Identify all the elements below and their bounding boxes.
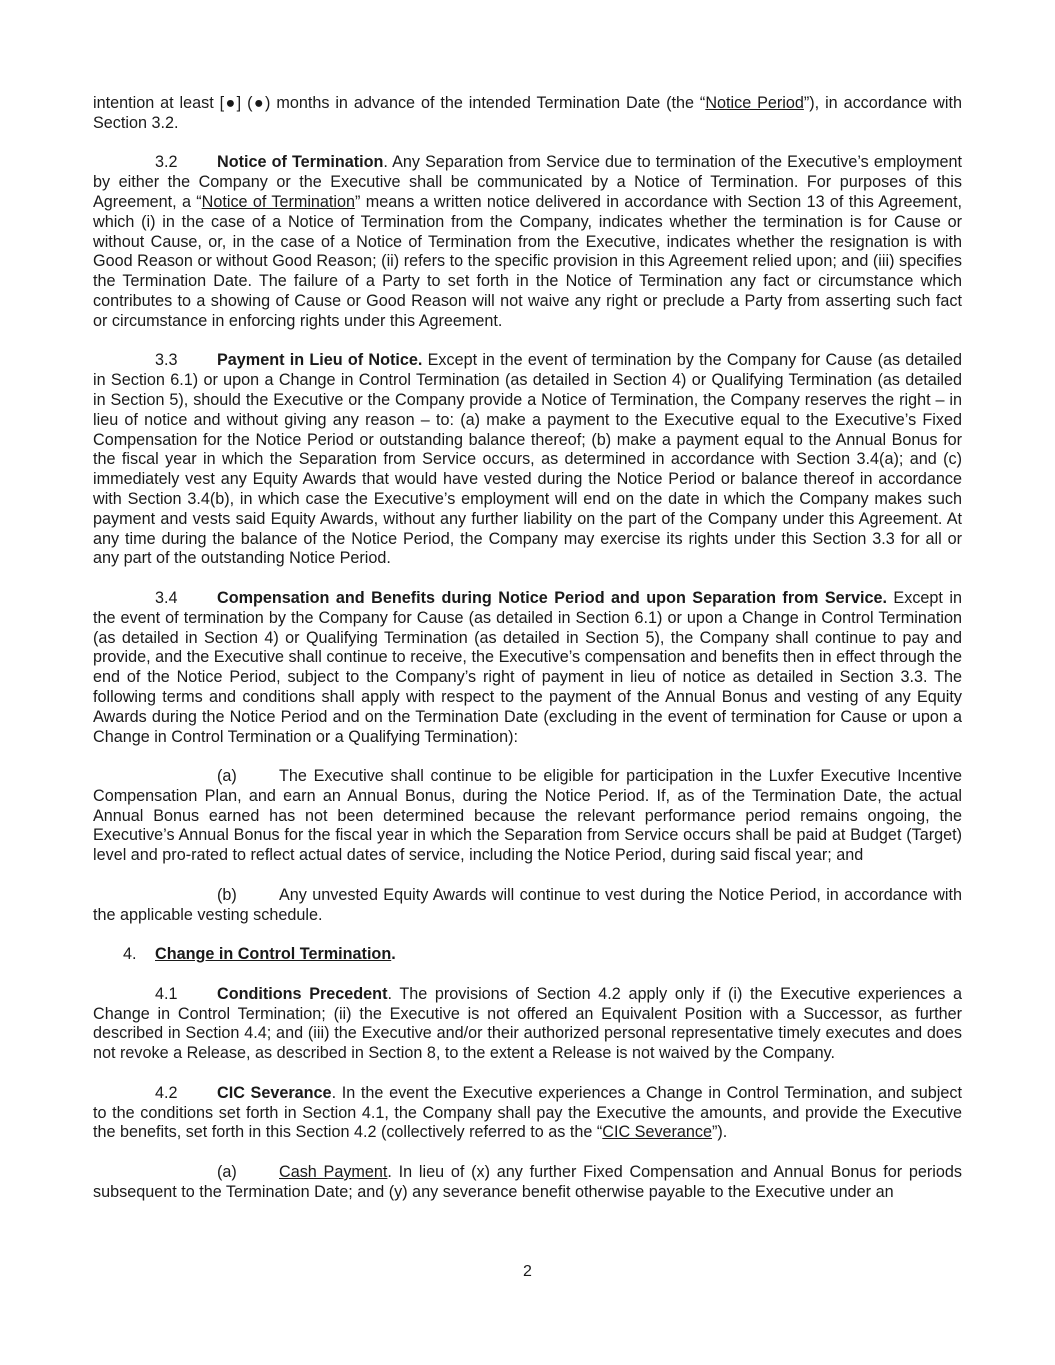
section-text: Except in the event of termination by the Company for Cause (as detailed in Section 6.1) or upon a Change in Control Termination (as detailed in Section 4) or Qualifying Termination (as detailed in Section 5), should the Executive or the Company provide a Notice of Termination, the Company reserves the right – in lieu of notice and without giving any reason – to: (a) make a payment to the Executive equal to the Executive’s Fixed Compensation for the Notice Period or outstanding balance thereof; (b) make a payment equal to the Annual Bonus for the fiscal year in which the Separation from Service occurs, as determined in accordance with Section 3.4(a); and (c) immediately vest any Equity Awards that would have vested during the Notice Period or balance thereof in accordance with Section 3.4(b), in which case the Executive’s employment will end on the date in which the Company makes such payment and vests said Equity Awards, without any further liability on the part of the Company under this Agreement. At any time during the balance of the Notice Period, the Company may exercise its rights under this Section 3.3 for all or any part of the outstanding Notice Period. — [93, 351, 962, 568]
section-4-2-a — [93, 1163, 962, 1203]
section-title-period: . — [391, 945, 396, 964]
section-title: Notice of Termination — [217, 153, 384, 172]
section-number: 4.2 — [155, 1083, 178, 1102]
section-title: CIC Severance — [217, 1083, 332, 1102]
section-text: . In the event the Executive experiences a Change in Control Termination, and subject to the conditions set forth in Section 4.1, the Company shall pay the Executive the amounts, and provide the Executive the benefits, set forth in this Section 4.2 (collectively referred to as the “ — [93, 1083, 962, 1142]
page-number: 2 — [523, 1263, 532, 1280]
intro-text: intention at least [●] (●) months in advance of the intended Termination Date (the “ — [93, 94, 706, 112]
notice-period-term: Notice Period — [705, 94, 804, 112]
section-text: . Any Separation from Service due to termination of the Executive’s employment by either the Company or the Executive shall be communicated by a Notice of Termination. For purposes of this Agreement, a “ — [93, 153, 962, 211]
subsection-title: Cash Payment — [279, 1163, 388, 1182]
section-title: Compensation and Benefits during Notice Period and upon Separation from Service. — [217, 588, 887, 607]
section-number: 4. — [123, 945, 137, 964]
section-4-heading — [123, 945, 962, 965]
section-3-4-b — [93, 886, 962, 926]
section-number: 3.3 — [155, 351, 178, 370]
notice-of-termination-term: Notice of Termination — [201, 192, 356, 211]
section-3-3 — [93, 351, 962, 569]
section-4-1 — [93, 985, 962, 1064]
section-3-4 — [93, 589, 962, 747]
cic-severance-term: CIC Severance — [602, 1123, 713, 1142]
subsection-label: (b) — [217, 885, 237, 904]
section-title: Change in Control Termination — [155, 945, 392, 964]
section-3-4-a — [93, 767, 962, 866]
section-number: 3.4 — [155, 588, 178, 607]
intro-paragraph — [93, 94, 962, 134]
section-title: Payment in Lieu of Notice. — [217, 351, 423, 370]
intro-text-end: ”), in accordance with Section 3.2. — [93, 94, 962, 132]
section-text: Except in the event of termination by the Company for Cause (as detailed in Section 6.1) or upon a Change in Control Termination (as detailed in Section 4) or Qualifying Termination (as detailed in Section 5), the Company shall continue to pay and provide, and the Executive shall continue to receive, the Executive’s compensation and benefits then in effect through the end of the Notice Period, subject to the Company’s right of payment in lieu of notice as detailed in Section 3.3. The following terms and conditions shall apply with respect to the payment of the Annual Bonus and vesting of any Equity Awards during the Notice Period and on the Termination Date (excluding in the event of termination for Cause or upon a Change in Control Termination or a Qualifying Termination): — [93, 588, 962, 746]
subsection-text: Any unvested Equity Awards will continue to vest during the Notice Period, in accordance with the applicable vesting schedule. — [93, 885, 962, 924]
subsection-text: . In lieu of (x) any further Fixed Compensation and Annual Bonus for periods subsequent to the Termination Date; and (y) any severance benefit otherwise payable to the Executive under an — [93, 1163, 962, 1201]
subsection-text: The Executive shall continue to be eligible for participation in the Luxfer Executive Incentive Compensation Plan, and earn an Annual Bonus, during the Notice Period. If, as of the Termination Date, the actual Annual Bonus earned has not been determined because the relevant performance period remains ongoing, the Executive’s Annual Bonus for the fiscal year in which the Separation from Service occurs shall be paid at Budget (Target) level and pro-rated to reflect actual dates of service, including the Notice Period, during said fiscal year; and — [93, 767, 962, 865]
section-4-2 — [93, 1084, 962, 1143]
section-text: . The provisions of Section 4.2 apply only if (i) the Executive experiences a Change in Control Termination; (ii) the Executive is not offered an Equivalent Position with a Successor, as further described in Section 4.4; and (iii) the Executive and/or their authorized personal representative timely executes and does not revoke a Release, as described in Section 8, to the extent a Release is not waived by the Company. — [93, 984, 962, 1063]
section-text-end: ”). — [712, 1123, 728, 1142]
section-3-2 — [93, 153, 962, 331]
section-number: 3.2 — [155, 153, 178, 172]
subsection-label: (a) — [217, 767, 237, 786]
section-text-end: ” means a written notice delivered in accordance with Section 13 of this Agreement, which (i) in the case of a Notice of Termination from the Company, indicates whether the termination is for Cause or without Cause, or, in the case of a Notice of Termination from the Executive, indicates whether the resignation is with Good Reason or without Good Reason; (ii) refers to the specific provision in this Agreement relied upon; and (iii) specifies the Termination Date. The failure of a Party to set forth in the Notice of Termination any fact or circumstance which contributes to a showing of Cause or Good Reason will not waive any right or preclude a Party from asserting such fact or circumstance in enforcing rights under this Agreement. — [93, 192, 962, 330]
subsection-label: (a) — [217, 1163, 237, 1182]
section-title: Conditions Precedent — [217, 984, 388, 1003]
section-number: 4.1 — [155, 984, 178, 1003]
